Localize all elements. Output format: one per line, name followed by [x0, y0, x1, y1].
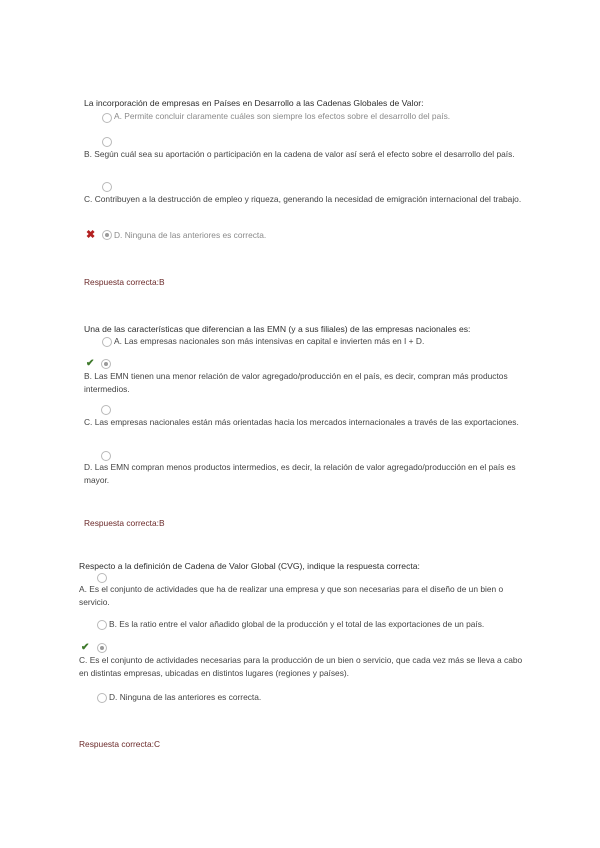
question-2-stem: Una de las características que diferencian a las EMN (y a sus filiales) de las empresas nacionales es:: [84, 324, 471, 334]
cross-icon: ✖: [86, 229, 96, 241]
q2-radio-d[interactable]: [101, 451, 111, 461]
q3-correct-answer: Respuesta correcta:C: [79, 739, 160, 749]
q2-option-a: A. Las empresas nacionales son más intensivas en capital e invierten más en I + D.: [114, 336, 425, 346]
q3-radio-b[interactable]: [97, 620, 107, 630]
q3-option-d: D. Ninguna de las anteriores es correcta.: [109, 692, 262, 702]
q3-radio-c[interactable]: [97, 643, 107, 653]
q2-radio-a[interactable]: [102, 337, 112, 347]
question-1-stem: La incorporación de empresas en Países en Desarrollo a las Cadenas Globales de Valor:: [84, 98, 424, 108]
question-3-stem: Respecto a la definición de Cadena de Valor Global (CVG), indique la respuesta correcta:: [79, 561, 420, 571]
q1-option-a: A. Permite concluir claramente cuáles son siempre los efectos sobre el desarrollo del país.: [114, 111, 451, 121]
q3-option-b: B. Es la ratio entre el valor añadido global de la producción y el total de las exportaciones de un país.: [109, 619, 485, 629]
q3-radio-a[interactable]: [97, 573, 107, 583]
q2-radio-b[interactable]: [101, 359, 111, 369]
q2-radio-c[interactable]: [101, 405, 111, 415]
q3-radio-d[interactable]: [97, 693, 107, 703]
q1-radio-c[interactable]: [102, 182, 112, 192]
q1-radio-b[interactable]: [102, 137, 112, 147]
q3-option-a: A. Es el conjunto de actividades que ha de realizar una empresa y que son necesarias para el diseño de un bien o servicio.: [79, 584, 504, 607]
checkmark-icon: ✔: [81, 642, 90, 653]
q3-option-c: C. Es el conjunto de actividades necesarias para la producción de un bien o servicio, que cada vez más se lleva a cabo en distintas empresas, ubicadas en distintos lugares (regiones y países).: [79, 655, 523, 678]
q1-radio-d[interactable]: [102, 230, 112, 240]
q2-option-b: B. Las EMN tienen una menor relación de valor agregado/producción en el país, es decir, compran más productos intermedios.: [84, 371, 508, 394]
q2-option-c: C. Las empresas nacionales están más orientadas hacia los mercados internacionales a través de las exportaciones.: [84, 417, 519, 427]
q1-correct-answer: Respuesta correcta:B: [84, 277, 165, 287]
q1-option-c: C. Contribuyen a la destrucción de empleo y riqueza, generando la necesidad de emigración internacional del trabajo.: [84, 194, 522, 204]
q1-option-b: B. Según cuál sea su aportación o participación en la cadena de valor así será el efecto sobre el desarrollo del país.: [84, 149, 515, 159]
q2-correct-answer: Respuesta correcta:B: [84, 518, 165, 528]
q2-option-d: D. Las EMN compran menos productos intermedios, es decir, la relación de valor agregado/producción en el país es mayor.: [84, 462, 516, 485]
q1-option-d: D. Ninguna de las anteriores es correcta.: [114, 230, 267, 240]
q1-radio-a[interactable]: [102, 113, 112, 123]
checkmark-icon: ✔: [86, 358, 95, 369]
